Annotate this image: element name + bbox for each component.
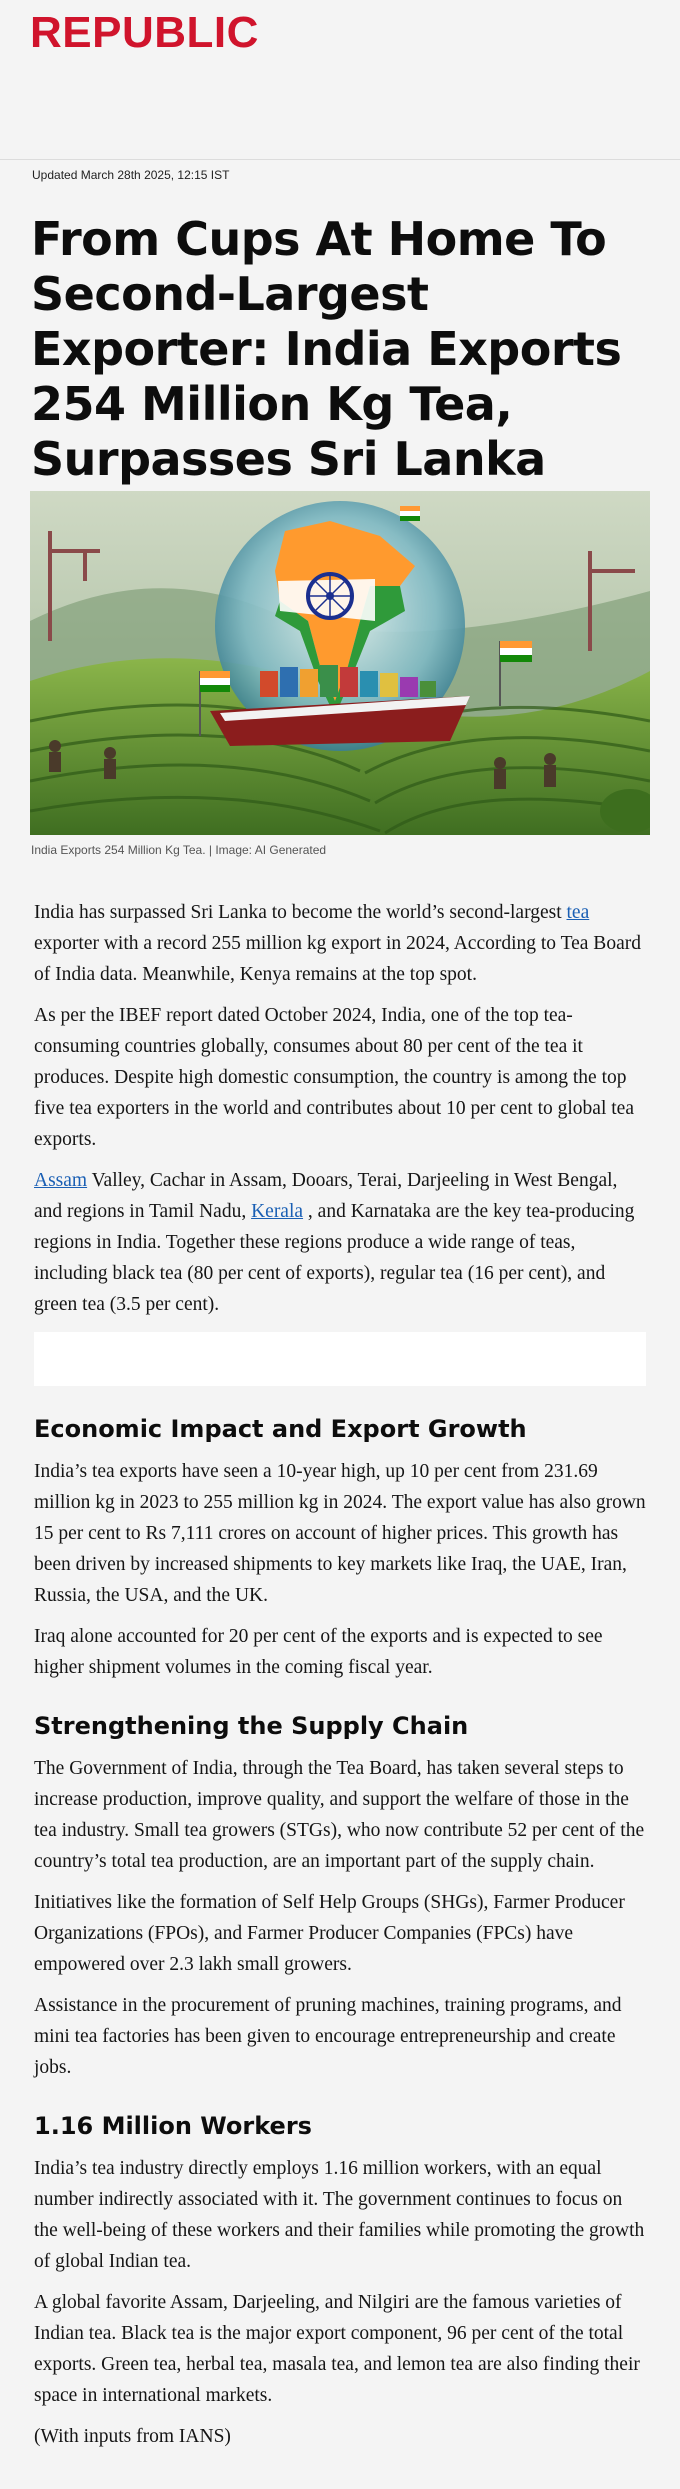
paragraph-8: Assistance in the procurement of pruning machines, training programs, and mini tea factories has been given to encourage entrepreneurship and create jobs. [34,1995,622,2078]
paragraph-11: (With inputs from IANS) [34,2426,231,2447]
image-caption: India Exports 254 Million Kg Tea. | Image: AI Generated [31,843,327,857]
paragraph-text: exporter with a record 255 million kg export in 2024, According to Tea Board of India data. Meanwhile, Kenya remains at the top spot. [34,933,641,985]
article-body [34,897,650,2452]
article-headline: From Cups At Home To Second-Largest Exporter: India Exports 254 Million Kg Tea, Surpasses Sri Lanka [31,212,622,486]
paragraph-1 [34,897,650,990]
ad-placeholder [34,1332,646,1386]
paragraph-3 [34,1165,650,1320]
paragraph-text: Valley, Cachar in Assam, Dooars, Terai, Darjeeling in West Bengal, and regions in Tamil Nadu, [34,1170,618,1222]
paragraph-5: Iraq alone accounted for 20 per cent of the exports and is expected to see higher shipment volumes in the coming fiscal year. [34,1626,603,1678]
paragraph-4: India’s tea exports have seen a 10-year high, up 10 per cent from 231.69 million kg in 2023 to 255 million kg in 2024. The export value has also grown 15 per cent to Rs 7,111 crores on account of higher prices. This growth has been driven by increased shipments to key markets like Iraq, the UAE, Iran, Russia, the USA, and the UK. [34,1461,646,1606]
tea-link[interactable]: tea [566,902,590,923]
paragraph-text: , and Karnataka are the key tea-producing regions in India. Together these regions produce a wide range of teas, including black tea (80 per cent of exports), regular tea (16 per cent), and green tea (3.5 per cent). [34,1201,635,1315]
subheading-economic-impact: Economic Impact and Export Growth [34,1415,527,1443]
tea-export-illustration [30,491,650,835]
kerala-link[interactable]: Kerala [251,1201,304,1222]
article [0,168,680,2452]
paragraph-9: India’s tea industry directly employs 1.16 million workers, with an equal number indirectly associated with it. The government continues to focus on the well-being of these workers and their families while promoting the growth of global Indian tea. [34,2158,645,2272]
paragraph-text: India has surpassed Sri Lanka to become the world’s second-largest [34,902,567,923]
subheading-workers: 1.16 Million Workers [34,2112,312,2140]
paragraph-10: A global favorite Assam, Darjeeling, and Nilgiri are the famous varieties of Indian tea. Black tea is the major export component, 96 per cent of the total exports. Green tea, herbal tea, masala tea, and lemon tea are also finding their space in international markets. [34,2292,640,2406]
paragraph-7: Initiatives like the formation of Self Help Groups (SHGs), Farmer Producer Organizations (FPOs), and Farmer Producer Companies (FPCs) have empowered over 2.3 lakh small growers. [34,1892,625,1975]
republic-logo[interactable]: REPUBLIC [30,8,259,57]
subheading-supply-chain: Strengthening the Supply Chain [34,1712,469,1740]
paragraph-2: As per the IBEF report dated October 2024, India, one of the top tea-consuming countries globally, consumes about 80 per cent of the tea it produces. Despite high domestic consumption, the country is among the top five tea exporters in the world and contributes about 10 per cent to global tea exports. [34,1005,634,1150]
paragraph-6: The Government of India, through the Tea Board, has taken several steps to increase production, improve quality, and support the welfare of those in the tea industry. Small tea growers (STGs), who now contribute 52 per cent of the country’s total tea production, are an important part of the supply chain. [34,1758,645,1872]
site-header [0,0,680,160]
updated-timestamp: Updated March 28th 2025, 12:15 IST [32,168,230,182]
hero-image [30,491,650,835]
assam-link[interactable]: Assam [34,1170,88,1191]
